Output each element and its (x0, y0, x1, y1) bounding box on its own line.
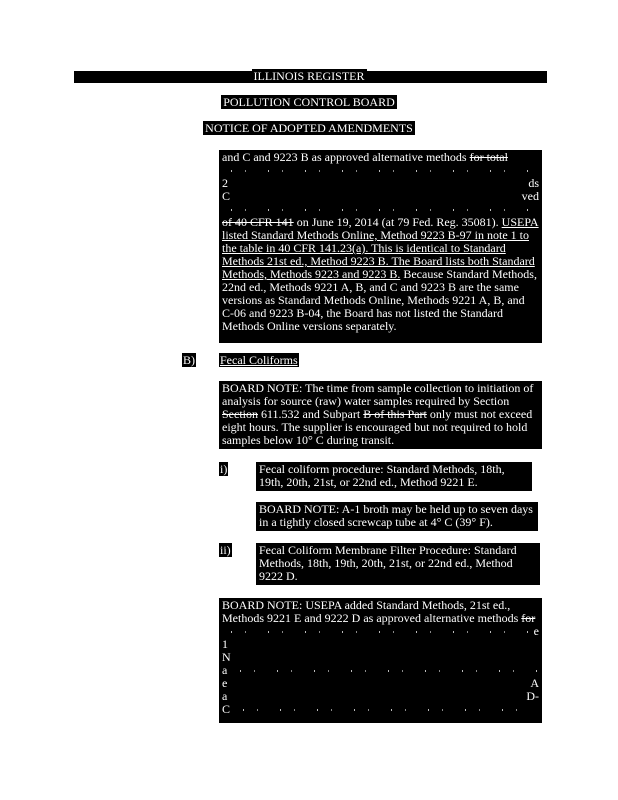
text-block-1 (219, 150, 542, 343)
section-b-label: B) (183, 353, 195, 367)
item-ii-label: ii) (220, 543, 231, 557)
redacted-row: a (222, 664, 539, 677)
board-title-text: POLLUTION CONTROL BOARD (223, 95, 395, 109)
item-i-text: Fecal coliform procedure: Standard Methods, 18th, 19th, 20th, 21st, or 22nd ed., Method 9221 E. (256, 462, 532, 491)
section-b-title: Fecal Coliforms (220, 353, 298, 367)
board-title (0, 96, 618, 109)
register-title-text: ILLINOIS REGISTER (253, 69, 365, 83)
notice-title-text: NOTICE OF ADOPTED AMENDMENTS (205, 121, 413, 135)
board-note-3: BOARD NOTE: USEPA added Standard Methods, 21st ed., Methods 9221 E and 9222 D as approved alternative methods for e 1 N a e A a D- C (219, 598, 542, 723)
redacted-line (222, 626, 530, 637)
notice-title (0, 122, 618, 135)
redacted-line (222, 165, 539, 176)
register-title (0, 70, 618, 83)
redacted-line (234, 704, 539, 715)
block1-first-line: and C and 9223 B as approved alternative methods for total (222, 150, 508, 164)
redacted-row: C (222, 703, 539, 716)
block1-fragment-row-1: 2 ds (222, 176, 539, 190)
item-i-board-note: BOARD NOTE: A-1 broth may be held up to seven days in a tightly closed screwcap tube at 4° C (39° F). (256, 502, 538, 531)
block1-body: of 40 CFR 141 on June 19, 2014 (at 79 Fed. Reg. 35081). USEPA listed Standard Methods Online, Method 9223 B-97 in note 1 to the table in 40 CFR 141.23(a). This is identical to Standard Methods 21st ed., Method 9223 B. The Board lists both Standard Methods, Methods 9223 and 9223 B. Because Standard Methods, 22nd ed., Methods 9221 A, B, and C and 9223 B are the same versions as Standard Methods Online, Methods 9221 A, B, and C-06 and 9223 B-04, the Board has not listed the Standard Methods Online versions separately. (222, 215, 539, 333)
board-note-2: BOARD NOTE: The time from sample collection to initiation of analysis for source (raw) water samples required by Section Section 611.532 and Subpart B of this Part only must not exceed eight hours. The supplier is encouraged but not required to hold samples below 10° C during transit. (219, 381, 542, 449)
item-ii-text: Fecal Coliform Membrane Filter Procedure: Standard Methods, 18th, 19th, 20th, 21st, or 22nd ed., Method 9222 D. (256, 543, 540, 585)
redacted-line (231, 665, 539, 676)
redacted-row: e (222, 625, 539, 638)
redacted-line (222, 204, 539, 215)
item-i-label: i) (220, 462, 228, 476)
block1-fragment-row-2: C ved (222, 189, 539, 203)
